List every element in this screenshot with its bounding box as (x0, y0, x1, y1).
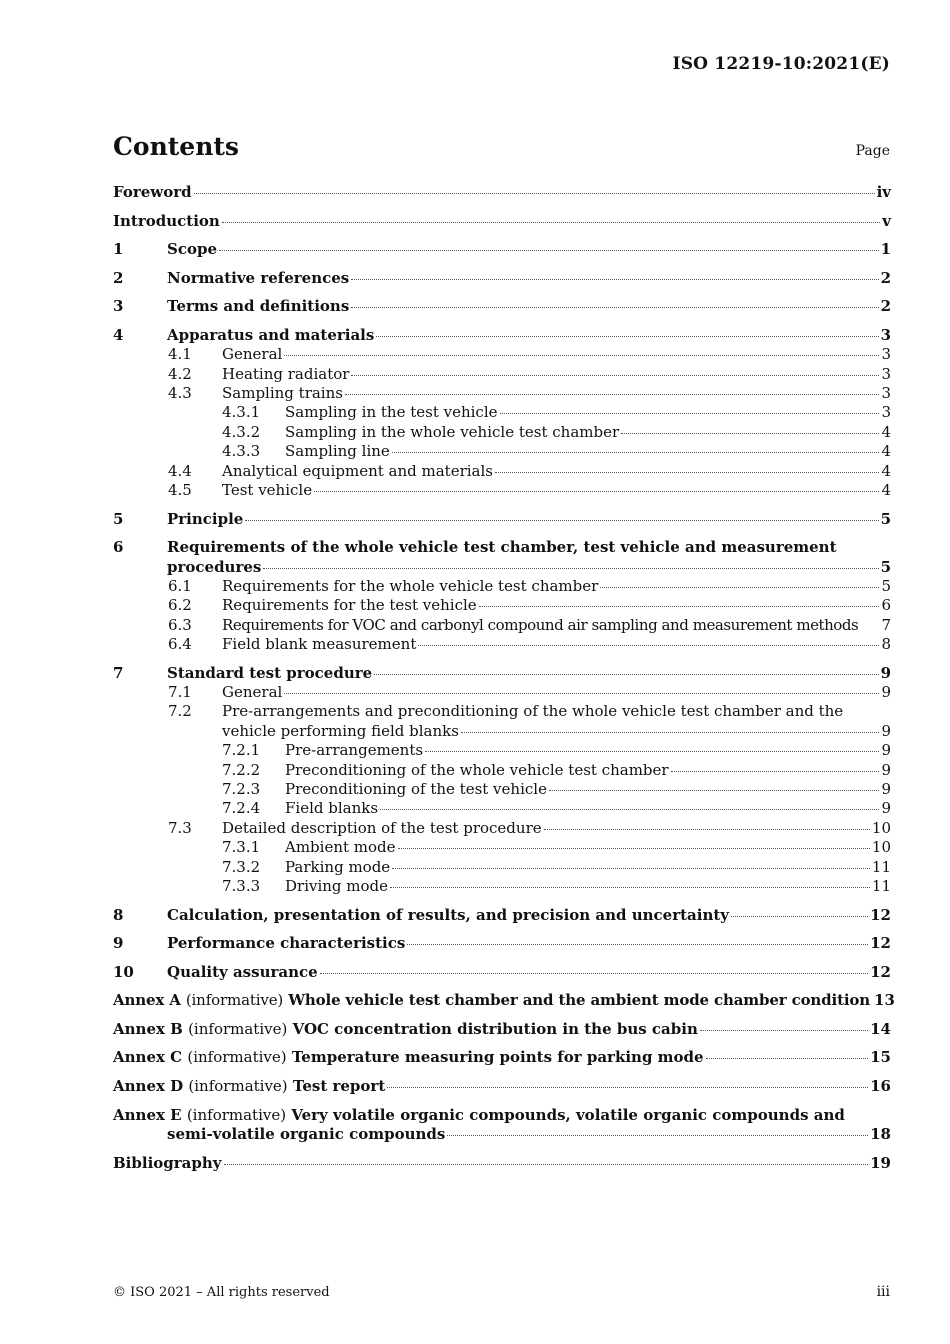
leader-dots (374, 673, 878, 675)
document-id: ISO 12219-10:2021(E) (672, 54, 890, 74)
toc-entry-2[interactable] (113, 269, 891, 288)
toc-title: Performance characteristics (167, 934, 406, 953)
toc-number: 7.2 (168, 702, 192, 721)
toc-number: 7.2.1 (222, 741, 261, 760)
toc-number: 2 (113, 268, 124, 287)
toc-number: 1 (113, 240, 124, 259)
toc-title: Field blanks (285, 799, 379, 818)
toc-entry-6-cont[interactable] (113, 558, 891, 577)
toc-entry-7-2-2[interactable] (113, 761, 891, 780)
toc-number: 4.2 (168, 364, 192, 383)
toc-title: VOC concentration distribution in the bus cabin (292, 1019, 698, 1038)
toc-entry-foreword[interactable] (113, 183, 891, 202)
toc-page: 5 (880, 557, 891, 576)
page-number: iii (876, 1284, 890, 1300)
toc-title: Calculation, presentation of results, and precision and uncertainty (167, 905, 730, 924)
annex-label: Annex D (113, 1077, 184, 1096)
toc-title: Whole vehicle test chamber and the ambient mode chamber condition (288, 991, 871, 1010)
toc-number: 6.2 (168, 596, 192, 615)
toc-entry-4[interactable] (113, 326, 891, 345)
toc-entry-4-2[interactable] (113, 365, 891, 384)
leader-dots (600, 586, 879, 588)
leader-dots (351, 374, 879, 376)
toc-title-line1: Very volatile organic compounds, volatile organic compounds and (291, 1105, 845, 1124)
leader-dots (700, 1029, 868, 1031)
leader-dots (549, 789, 880, 791)
toc-page: 3 (881, 384, 891, 403)
annex-label: Annex E (113, 1105, 182, 1124)
toc-entry-8[interactable] (113, 906, 891, 925)
toc-title: Scope (167, 240, 218, 259)
toc-entry-introduction[interactable] (113, 212, 891, 231)
annex-type: (informative) (188, 1077, 288, 1096)
leader-dots (425, 750, 879, 752)
toc-title: Principle (167, 509, 244, 528)
toc-page: 8 (881, 635, 891, 654)
leader-dots (706, 1057, 869, 1059)
toc-number: 4.3.1 (222, 403, 261, 422)
copyright-notice: © ISO 2021 – All rights reserved (113, 1285, 330, 1300)
toc-page: 13 (874, 991, 895, 1010)
toc-page: 10 (871, 818, 891, 837)
leader-dots (376, 335, 878, 337)
toc-page: 4 (881, 442, 891, 461)
toc-title: Sampling in the whole vehicle test chamber (285, 422, 620, 441)
toc-number: 7.3.2 (222, 857, 261, 876)
toc-page: 7 (881, 615, 891, 634)
toc-page: 6 (881, 596, 891, 615)
toc-number: 7.2.3 (222, 780, 261, 799)
toc-entry-6-1[interactable] (113, 577, 891, 596)
toc-title: Analytical equipment and materials (222, 461, 493, 480)
toc-page: 12 (870, 905, 891, 924)
toc-number: 4.3.2 (222, 422, 261, 441)
toc-entry-7-2-1[interactable] (113, 741, 891, 760)
annex-type: (informative) (185, 991, 284, 1010)
toc-entry-annex-d[interactable] (113, 1077, 891, 1096)
toc-number: 7.2.4 (222, 799, 261, 818)
annex-label: Annex C (113, 1048, 183, 1067)
leader-dots (245, 519, 878, 521)
page-column-label: Page (855, 143, 890, 159)
toc-entry-6-4[interactable] (113, 635, 891, 654)
toc-page: 2 (880, 297, 891, 316)
toc-page: 4 (881, 481, 891, 500)
toc-page: 3 (881, 345, 891, 364)
annex-label: Annex A (113, 991, 181, 1010)
toc-title: Parking mode (285, 857, 391, 876)
toc-title: Temperature measuring points for parking mode (291, 1048, 704, 1067)
leader-dots (461, 731, 880, 733)
leader-dots (392, 867, 870, 869)
toc-number: 8 (113, 905, 124, 924)
toc-number: 4.1 (168, 345, 192, 364)
toc-page: 9 (881, 721, 891, 740)
toc-page: 14 (870, 1019, 891, 1038)
toc-entry-4-3[interactable] (113, 384, 891, 403)
toc-entry-7[interactable] (113, 664, 891, 683)
leader-dots (345, 393, 879, 395)
toc-page: 3 (880, 325, 891, 344)
leader-dots (380, 808, 879, 810)
leader-dots (387, 1086, 868, 1088)
toc-entry-7-3-3[interactable] (113, 877, 891, 896)
toc-page: 3 (881, 403, 891, 422)
leader-dots (859, 626, 880, 627)
toc-number: 7.3.3 (222, 877, 261, 895)
toc-number: 5 (113, 509, 124, 528)
toc-page: 2 (880, 268, 891, 287)
toc-title: Preconditioning of the whole vehicle test chamber (285, 760, 669, 779)
leader-dots (390, 886, 870, 888)
toc-title: Sampling line (285, 442, 390, 461)
toc-number: 6.4 (168, 635, 192, 654)
toc-page: 9 (881, 799, 891, 818)
leader-dots (495, 471, 879, 473)
leader-dots (621, 432, 879, 434)
toc-entry-6-2[interactable] (113, 596, 891, 615)
toc-page: 18 (870, 1125, 891, 1144)
toc-entry-4-4[interactable] (113, 462, 891, 481)
toc-entry-annex-e-cont[interactable] (113, 1125, 891, 1144)
toc-page: 12 (870, 962, 891, 981)
annex-type: (informative) (186, 1105, 287, 1124)
leader-dots (500, 412, 880, 414)
toc-title: Requirements for the test vehicle (222, 596, 477, 615)
toc-number: 7.3 (168, 818, 192, 837)
leader-dots (398, 847, 870, 849)
toc-number: 7.3.1 (222, 838, 261, 857)
toc-entry-4-3-1[interactable] (113, 403, 891, 422)
leader-dots (544, 828, 870, 830)
toc-entry-7-3-2[interactable] (113, 858, 891, 877)
toc-entry-7-3-1[interactable] (113, 838, 891, 857)
leader-dots (479, 605, 880, 607)
toc-title: Quality assurance (167, 962, 318, 981)
toc-entry-6-3[interactable] (113, 616, 891, 635)
toc-number: 7.2.2 (222, 760, 261, 779)
toc-page: iv (876, 183, 891, 201)
leader-dots (392, 451, 880, 453)
toc-entry-4-5[interactable] (113, 481, 891, 500)
toc-title-line2: semi-volatile organic compounds (167, 1125, 446, 1144)
toc-page: 12 (870, 934, 891, 953)
leader-dots (418, 644, 879, 646)
leader-dots (314, 490, 879, 492)
toc-title: Ambient mode (285, 838, 396, 857)
toc-title: Heating radiator (222, 364, 350, 383)
leader-dots (351, 278, 878, 280)
leader-dots (284, 692, 879, 694)
toc-page: 16 (870, 1077, 891, 1096)
toc-title: Standard test procedure (167, 663, 373, 682)
toc-page: 11 (871, 877, 891, 895)
toc-title: General (222, 345, 283, 364)
leader-dots (671, 770, 880, 772)
toc-number: 4 (113, 325, 124, 344)
table-of-contents (113, 183, 895, 1173)
toc-page: 10 (871, 838, 891, 857)
toc-page: 9 (881, 741, 891, 760)
toc-entry-7-3[interactable] (113, 819, 891, 838)
toc-entry-7-2-cont[interactable] (113, 722, 891, 741)
toc-page: 4 (881, 422, 891, 441)
toc-entry-9[interactable] (113, 934, 891, 953)
leader-dots (320, 972, 868, 974)
leader-dots (194, 192, 875, 194)
toc-title: Requirements for the whole vehicle test chamber (222, 576, 599, 595)
toc-number: 4.3.3 (222, 442, 261, 461)
toc-title: Driving mode (285, 877, 389, 895)
leader-dots (222, 221, 880, 223)
toc-number: 7.1 (168, 683, 192, 702)
toc-entry-annex-e[interactable] (113, 1106, 891, 1125)
toc-page: 15 (870, 1048, 891, 1067)
toc-page: 3 (881, 364, 891, 383)
leader-dots (351, 306, 878, 308)
toc-page: 5 (880, 509, 891, 528)
toc-number: 6.3 (168, 615, 192, 634)
toc-number: 10 (113, 962, 134, 981)
toc-entry-4-3-3[interactable] (113, 442, 891, 461)
toc-entry-6[interactable] (113, 538, 891, 557)
toc-title: Test vehicle (222, 481, 313, 500)
toc-page: 19 (870, 1153, 891, 1172)
toc-entry-1[interactable] (113, 240, 891, 259)
toc-number: 4.4 (168, 461, 192, 480)
toc-title-line2: procedures (167, 557, 262, 576)
toc-entry-annex-a[interactable] (113, 991, 895, 1010)
toc-title: Normative references (167, 268, 350, 287)
toc-title: Pre-arrangements (285, 741, 424, 760)
toc-page: 11 (871, 857, 891, 876)
toc-entry-7-2[interactable] (113, 702, 891, 721)
toc-entry-5[interactable] (113, 510, 891, 529)
toc-title: Field blank measurement (222, 635, 417, 654)
toc-entry-4-3-2[interactable] (113, 423, 891, 442)
leader-dots (263, 567, 878, 569)
toc-entry-7-2-3[interactable] (113, 780, 891, 799)
toc-number: 4.5 (168, 481, 192, 500)
leader-dots (284, 354, 879, 356)
leader-dots (447, 1134, 868, 1136)
toc-number: 9 (113, 934, 124, 953)
toc-page: 9 (881, 760, 891, 779)
toc-page: 1 (880, 240, 891, 259)
page-title: Contents (113, 132, 240, 161)
toc-title-line1: Requirements of the whole vehicle test chamber, test vehicle and measurement (167, 538, 837, 557)
toc-number: 6 (113, 538, 124, 557)
toc-entry-4-1[interactable] (113, 345, 891, 364)
leader-dots (224, 1163, 869, 1165)
toc-entry-3[interactable] (113, 297, 891, 316)
annex-type: (informative) (188, 1019, 288, 1038)
toc-title: Foreword (113, 183, 192, 201)
toc-title: Test report (292, 1077, 386, 1096)
toc-title: Detailed description of the test procedure (222, 818, 542, 837)
toc-title: Terms and definitions (167, 297, 350, 316)
toc-title: Preconditioning of the test vehicle (285, 780, 547, 799)
toc-page: 4 (881, 461, 891, 480)
toc-title: Introduction (113, 211, 220, 230)
leader-dots (731, 915, 868, 917)
toc-entry-annex-c[interactable] (113, 1048, 891, 1067)
toc-entry-10[interactable] (113, 963, 891, 982)
toc-number: 3 (113, 297, 124, 316)
toc-number: 7 (113, 663, 124, 682)
toc-entry-7-1[interactable] (113, 683, 891, 702)
toc-number: 4.3 (168, 384, 192, 403)
toc-page: v (882, 211, 891, 230)
toc-title-line1: Pre-arrangements and preconditioning of the whole vehicle test chamber and the (222, 702, 844, 721)
toc-title: Requirements for VOC and carbonyl compound air sampling and measurement methods (222, 615, 859, 634)
toc-page: 9 (881, 683, 891, 702)
annex-label: Annex B (113, 1019, 183, 1038)
toc-title: Apparatus and materials (167, 325, 375, 344)
toc-page: 5 (881, 576, 891, 595)
toc-entry-bibliography[interactable] (113, 1154, 891, 1173)
toc-number: 6.1 (168, 576, 192, 595)
toc-title: General (222, 683, 283, 702)
leader-dots (407, 943, 868, 945)
leader-dots (219, 249, 879, 251)
toc-entry-annex-b[interactable] (113, 1020, 891, 1039)
toc-title: Sampling in the test vehicle (285, 403, 498, 422)
toc-title: Bibliography (113, 1153, 222, 1172)
annex-type: (informative) (187, 1048, 287, 1067)
toc-page: 9 (880, 663, 891, 682)
toc-title: Sampling trains (222, 384, 343, 403)
toc-title-line2: vehicle performing field blanks (222, 721, 459, 740)
toc-page: 9 (881, 780, 891, 799)
toc-entry-7-2-4[interactable] (113, 799, 891, 818)
